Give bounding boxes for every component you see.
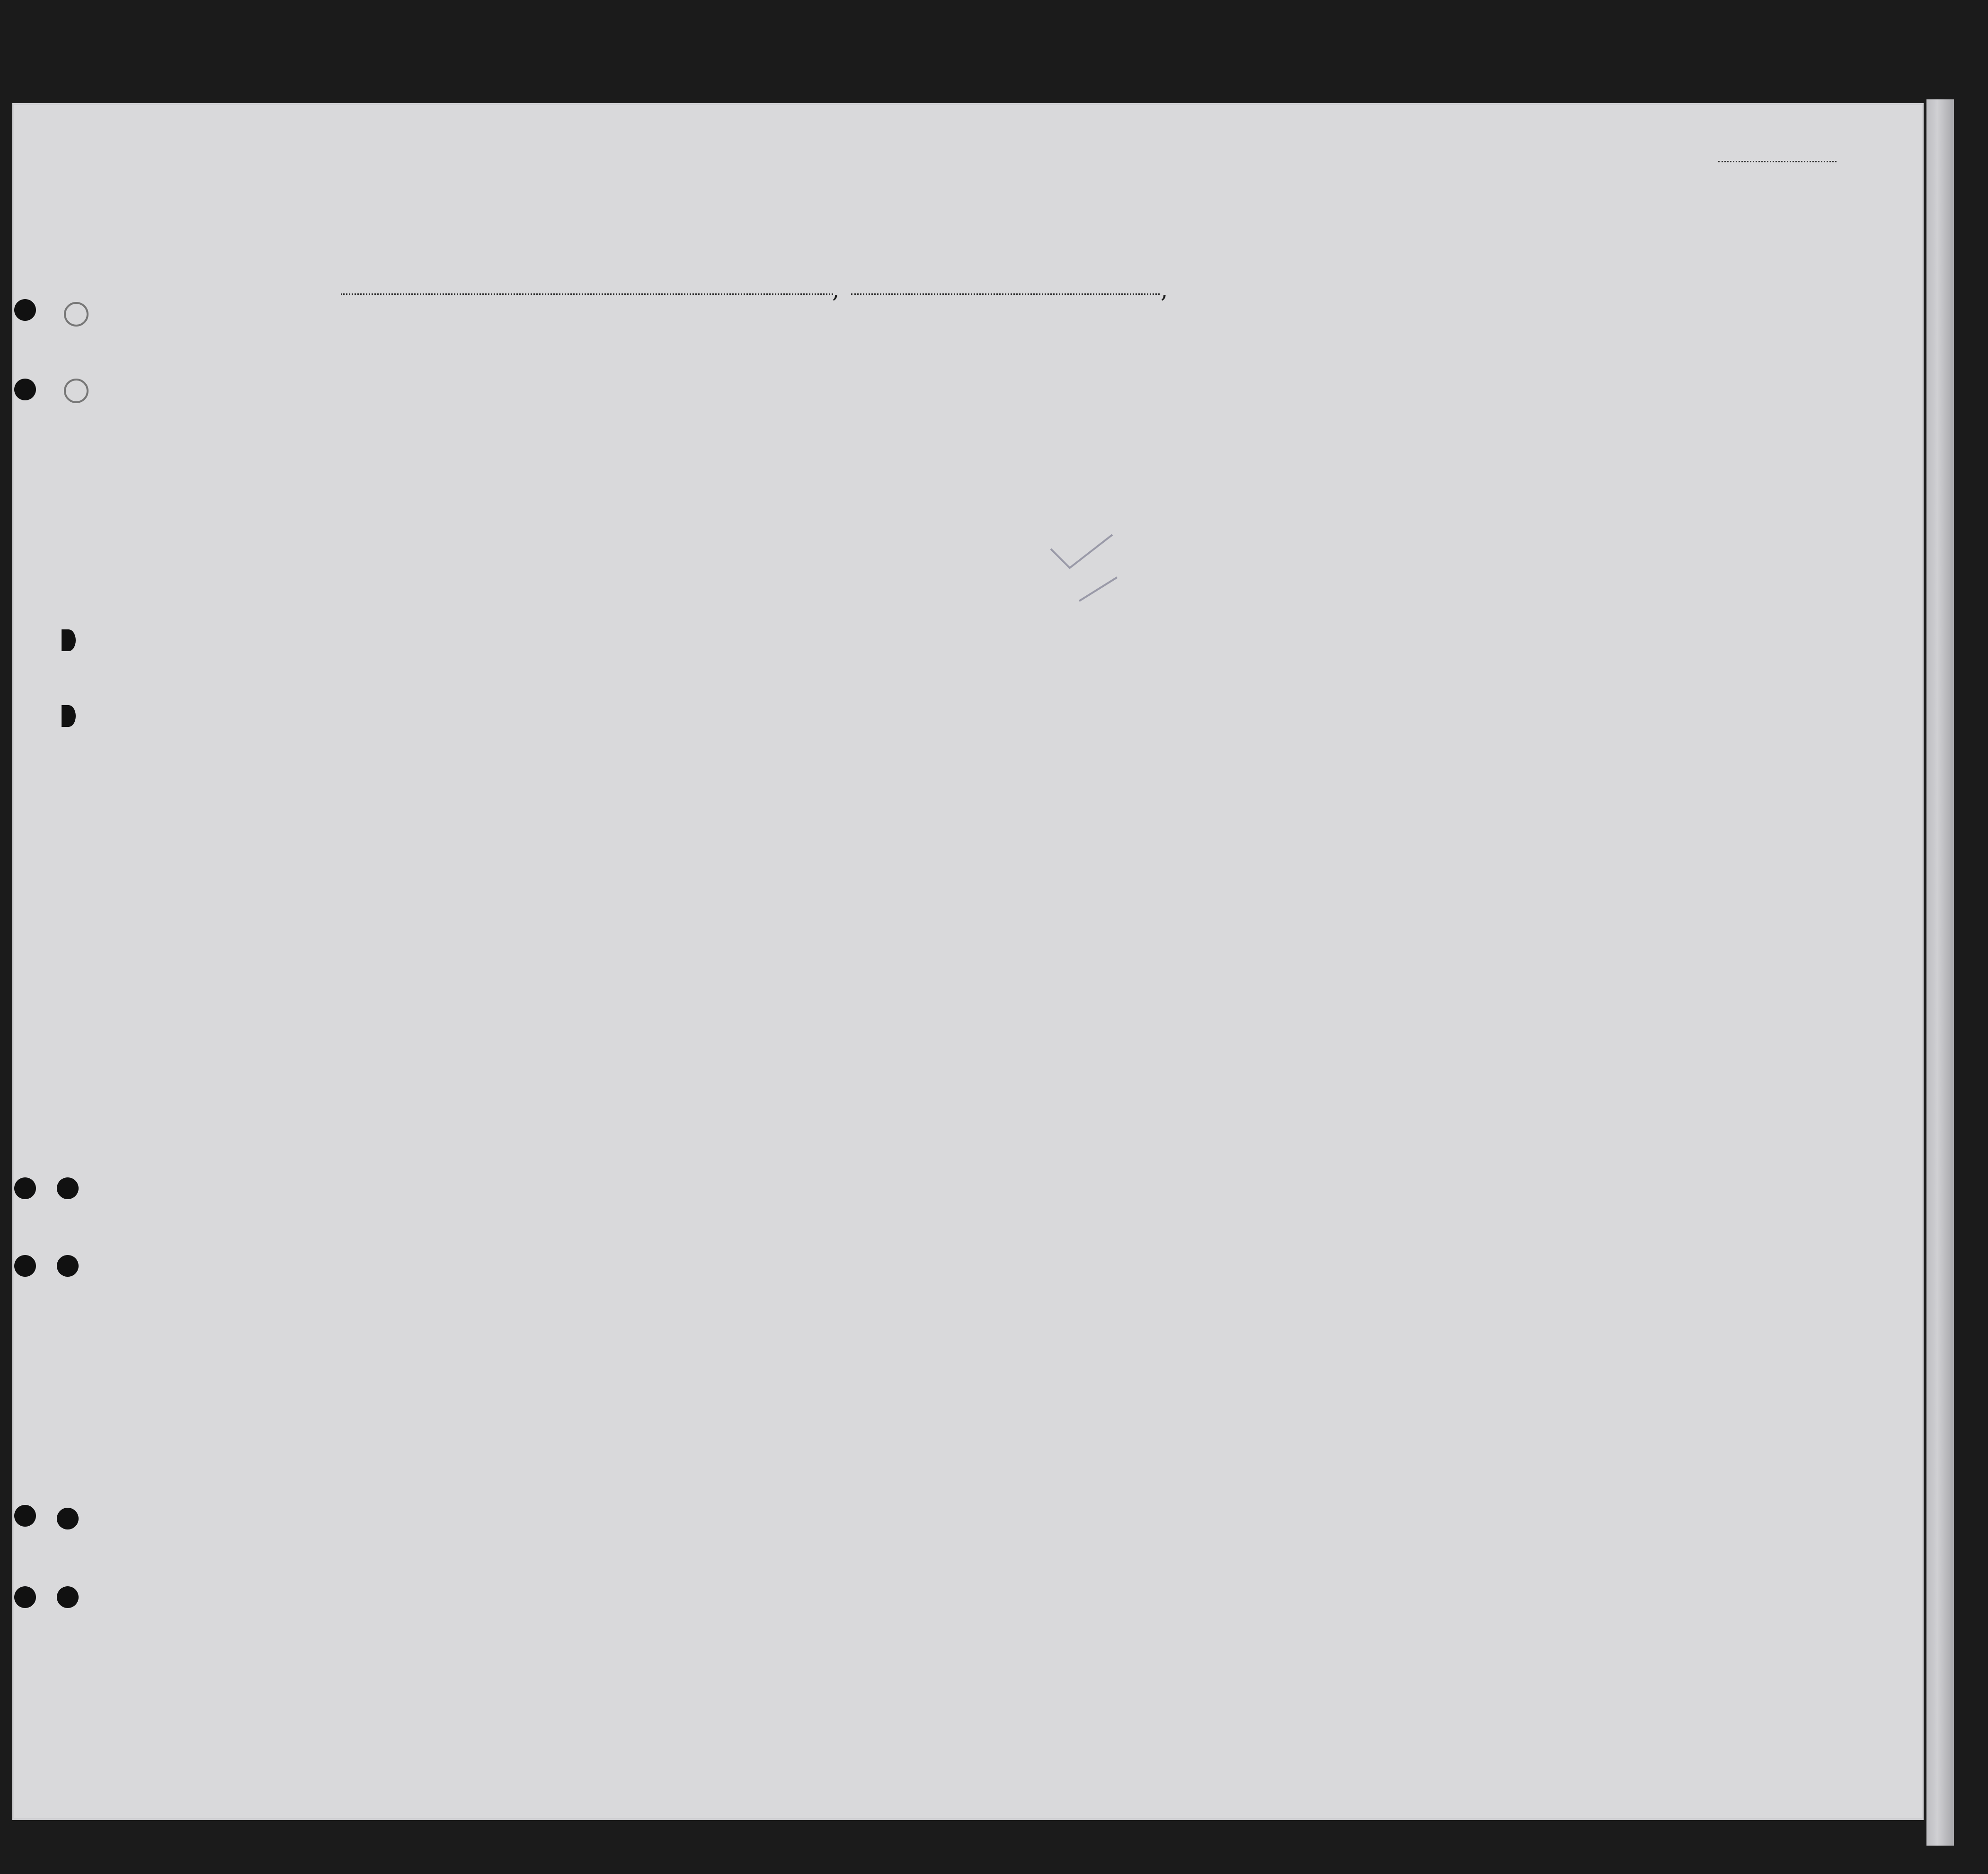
check-mark bbox=[1051, 535, 1112, 568]
check-mark bbox=[1079, 577, 1117, 601]
comma-mark: , bbox=[1161, 277, 1168, 303]
pencil-check-marks bbox=[1041, 521, 1136, 615]
comma-mark: , bbox=[832, 277, 840, 303]
